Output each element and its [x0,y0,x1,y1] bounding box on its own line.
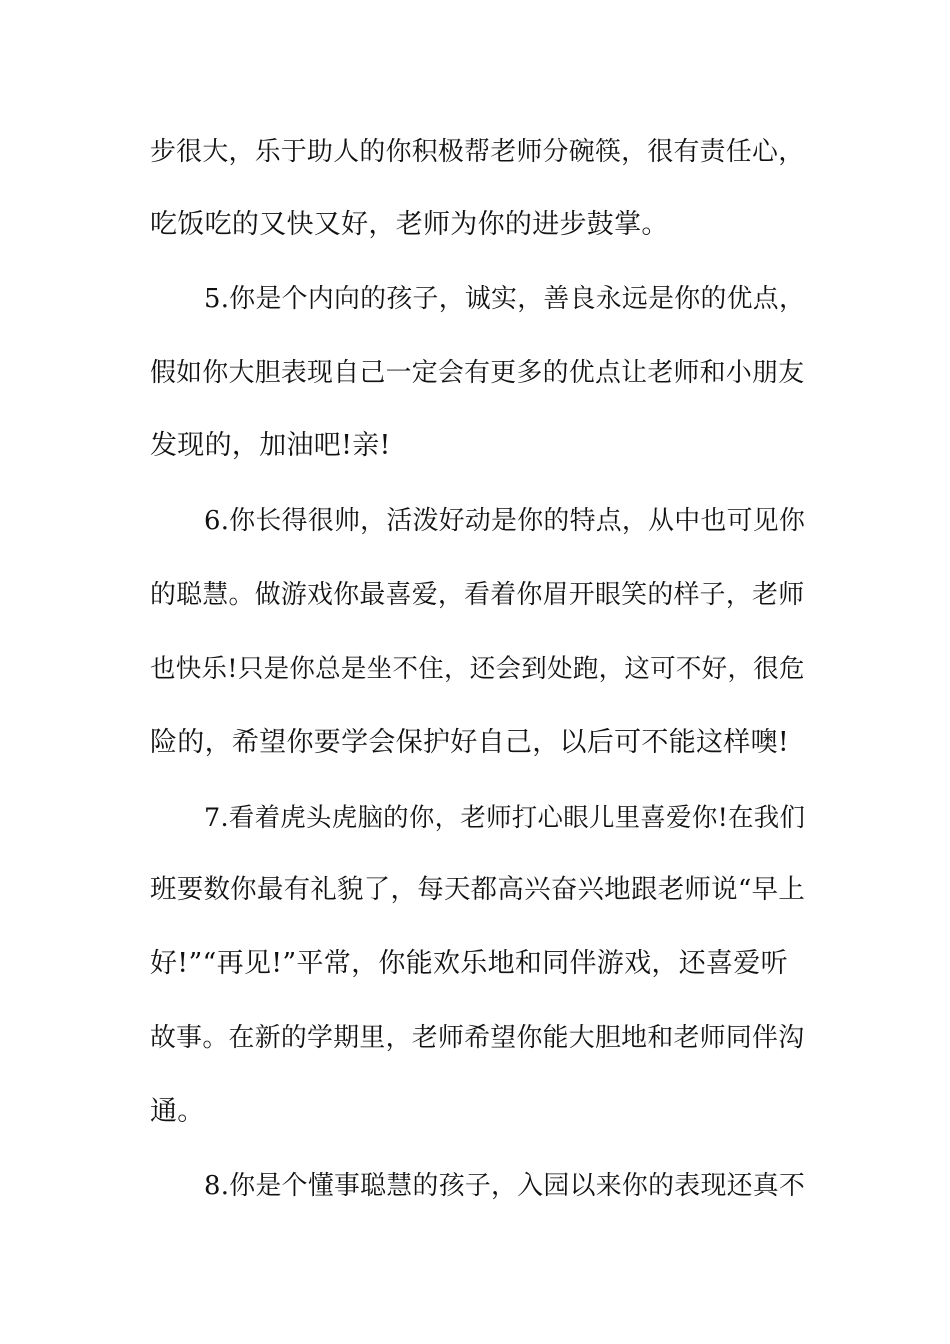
text-line: 吃饭吃的又快又好，老师为你的进步鼓掌。 [150,209,669,240]
paragraph-5-start: 5.你是个内向的孩子，诚实，善良永远是你的优点， [204,284,806,314]
paragraph-6-start: 6.你长得很帅，活泼好动是你的特点，从中也可见你 [204,506,806,536]
text-line: 险的，希望你要学会保护好自己，以后可不能这样噢! [150,727,790,758]
paragraph-7-start: 7.看着虎头虎脑的你，老师打心眼儿里喜爱你!在我们 [204,802,806,832]
text-line: 好!”“再见!”平常，你能欢乐地和同伴游戏，还喜爱听 [150,948,788,979]
text-line: 故事。在新的学期里，老师希望你能大胆地和老师同伴沟 [150,1023,805,1053]
text-line: 步很大，乐于助人的你积极帮老师分碗筷，很有责任心， [150,137,805,167]
paragraph-8-start: 8.你是个懂事聪慧的孩子，入园以来你的表现还真不 [204,1171,806,1201]
text-line: 班要数你最有礼貌了，每天都高兴奋兴地跟老师说“早上 [150,874,806,905]
text-line: 发现的，加油吧!亲! [150,430,391,461]
text-line: 的聪慧。做游戏你最喜爱，看着你眉开眼笑的样子，老师 [150,580,805,610]
text-line: 通。 [150,1096,205,1127]
text-line: 假如你大胆表现自己一定会有更多的优点让老师和小朋友 [150,358,805,388]
text-line: 也快乐!只是你总是坐不住，还会到处跑，这可不好，很危 [150,654,805,684]
